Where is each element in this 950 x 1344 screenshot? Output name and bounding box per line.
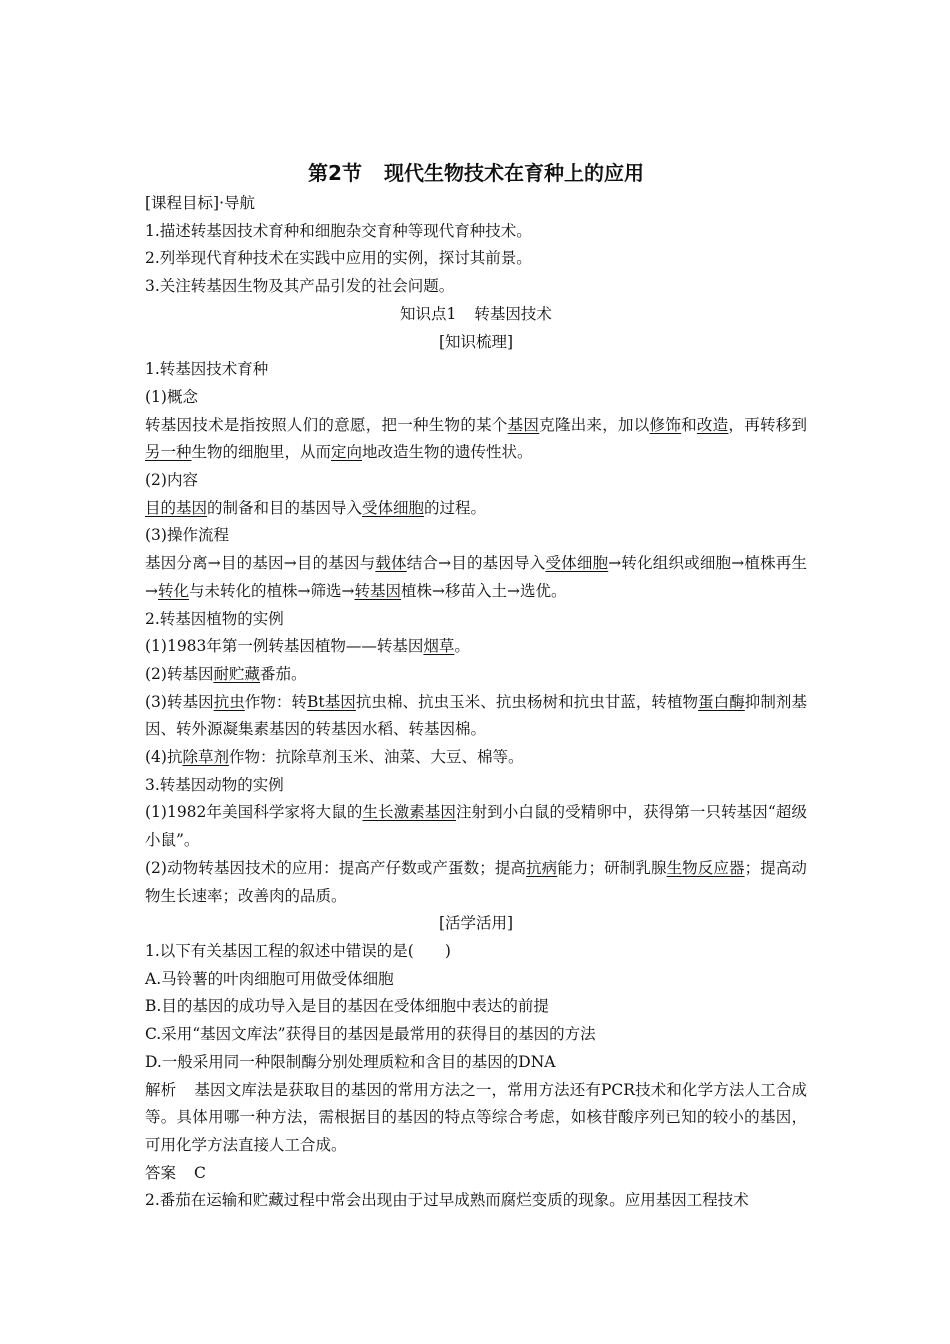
knowledge-point-heading: 知识点1 转基因技术 bbox=[400, 304, 552, 323]
fill-blank: 改造 bbox=[696, 415, 729, 434]
document-page bbox=[145, 158, 807, 1215]
list-item: (3)转基因抗虫作物：转Bt基因抗虫棉、抗虫玉米、抗虫杨树和抗虫甘蓝，转植物蛋白酶抑制剂基因、转外源凝集素基因的转基因水稻、转基因棉。 bbox=[145, 692, 807, 739]
fill-blank: 修饰 bbox=[649, 415, 682, 434]
fill-blank: 转基因 bbox=[354, 581, 402, 600]
sub-heading: (2)内容 bbox=[145, 471, 198, 490]
fill-blank: 目的基因 bbox=[145, 498, 208, 517]
analysis-paragraph: 解析 基因文库法是获取目的基因的常用方法之一，常用方法还有PCR技术和化学方法人工合成等。具体用哪一种方法，需根据目的基因的特点等综合考虑，如核苷酸序列已知的较小的基因，可用化学方法直接人工合成。 bbox=[145, 1080, 807, 1154]
list-item: (2)动物转基因技术的应用：提高产仔数或产蛋数；提高抗病能力；研制乳腺生物反应器；提高动物生长速率；改善肉的品质。 bbox=[145, 858, 807, 905]
fill-blank: 耐贮藏 bbox=[213, 664, 260, 683]
answer-line bbox=[145, 1160, 807, 1188]
question-stem: 2.番茄在运输和贮藏过程中常会出现由于过早成熟而腐烂变质的现象。应用基因工程技术 bbox=[145, 1191, 749, 1210]
fill-blank: 生长激素基因 bbox=[362, 803, 456, 822]
question-stem: 1.以下有关基因工程的叙述中错误的是( ) bbox=[145, 941, 451, 960]
subsection-heading: [活学活用] bbox=[438, 914, 514, 933]
fill-blank: 抗病 bbox=[526, 858, 558, 877]
section-heading: 2.转基因植物的实例 bbox=[145, 609, 284, 628]
fill-blank: 受体细胞 bbox=[545, 554, 609, 573]
fill-blank: 定向 bbox=[331, 443, 363, 462]
fill-blank: 蛋白酶 bbox=[698, 692, 745, 711]
fill-blank: 基因 bbox=[507, 415, 540, 434]
fill-blank: 抗虫 bbox=[213, 692, 245, 711]
goal-item: 3.关注转基因生物及其产品引发的社会问题。 bbox=[145, 277, 455, 296]
fill-blank: 除草剂 bbox=[182, 748, 229, 767]
section-heading: 1.转基因技术育种 bbox=[145, 360, 269, 379]
sub-heading: (3)操作流程 bbox=[145, 526, 229, 545]
fill-blank: 生物反应器 bbox=[666, 858, 745, 877]
list-item: (1)1983年第一例转基因植物——转基因烟草。 bbox=[145, 637, 470, 656]
fill-blank: 载体 bbox=[375, 554, 407, 573]
goal-item: 1.描述转基因技术育种和细胞杂交育种等现代育种技术。 bbox=[145, 221, 532, 240]
answer-label: 答案 bbox=[145, 1163, 177, 1182]
fill-blank: 烟草 bbox=[423, 637, 455, 656]
section-heading: 3.转基因动物的实例 bbox=[145, 775, 284, 794]
answer-option: C.采用“基因文库法”获得目的基因是最常用的获得目的基因的方法 bbox=[145, 1025, 596, 1044]
list-item: (4)抗除草剂作物：抗除草剂玉米、油菜、大豆、棉等。 bbox=[145, 748, 524, 767]
answer-option: A.马铃薯的叶肉细胞可用做受体细胞 bbox=[145, 969, 394, 988]
concept-paragraph: 转基因技术是指按照人们的意愿，把一种生物的某个基因克隆出来，加以修饰和改造，再转移到另一种生物的细胞里，从而定向地改造生物的遗传性状。 bbox=[145, 415, 807, 462]
fill-blank: 受体细胞 bbox=[362, 498, 425, 517]
analysis-label: 解析 bbox=[145, 1080, 177, 1099]
sub-heading: (1)概念 bbox=[145, 387, 198, 406]
subsection-heading: [知识梳理] bbox=[438, 332, 514, 351]
list-item: (2)转基因耐贮藏番茄。 bbox=[145, 664, 307, 683]
process-paragraph: 基因分离→目的基因→目的基因与载体结合→目的基因导入受体细胞→转化组织或细胞→植株再生→转化与未转化的植株→筛选→转基因植株→移苗入土→选优。 bbox=[145, 554, 807, 600]
fill-blank: 转化 bbox=[158, 581, 190, 600]
fill-blank: Bt基因 bbox=[307, 692, 356, 711]
answer-option: B.目的基因的成功导入是目的基因在受体细胞中表达的前提 bbox=[145, 997, 549, 1016]
goals-heading: [课程目标]·导航 bbox=[145, 194, 256, 212]
fill-blank: 另一种 bbox=[145, 443, 192, 462]
list-item: (1)1982年美国科学家将大鼠的生长激素基因注射到小白鼠的受精卵中，获得第一只转基因“超级小鼠”。 bbox=[145, 803, 807, 850]
goal-item: 2.列举现代育种技术在实践中应用的实例，探讨其前景。 bbox=[145, 249, 532, 268]
content-paragraph: 目的基因的制备和目的基因导入受体细胞的过程。 bbox=[145, 498, 487, 517]
answer-option: D.一般采用同一种限制酶分别处理质粒和含目的基因的DNA bbox=[145, 1052, 556, 1071]
answer-value: C bbox=[194, 1163, 206, 1182]
page-title: 第2节 现代生物技术在育种上的应用 bbox=[308, 161, 644, 185]
